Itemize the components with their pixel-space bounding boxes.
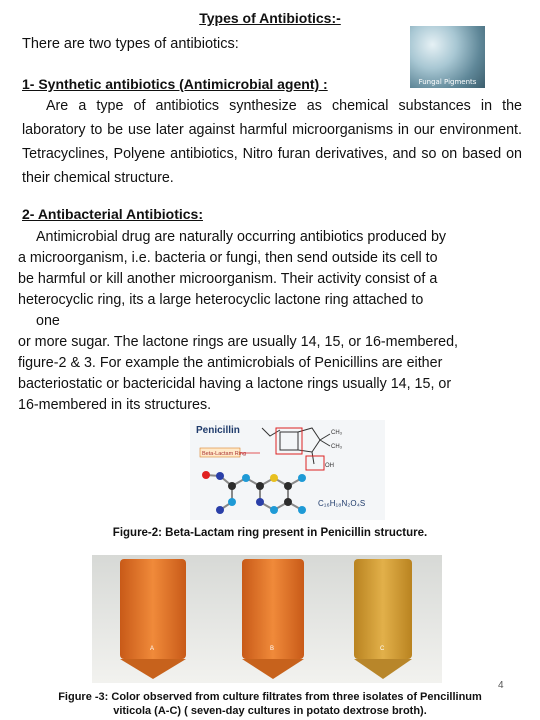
section1-heading: 1- Synthetic antibiotics (Antimicrobial agent) : xyxy=(22,76,328,92)
section2-line: a microorganism, i.e. bacteria or fungi, then send outside its cell to xyxy=(18,250,438,266)
molecular-formula: C₁₆H₁₈N₂O₄S xyxy=(318,499,366,508)
section2-line: heterocyclic ring, its a large heterocyclic lactone ring attached to xyxy=(18,292,424,308)
thumbnail-caption: Fungal Pigments xyxy=(418,78,477,86)
section2-body xyxy=(18,227,523,416)
tube-b xyxy=(242,559,304,679)
section2-heading: 2- Antibacterial Antibiotics: xyxy=(22,206,203,222)
ch3-label-b: CH₃ xyxy=(331,444,343,450)
penicillin-label: Penicillin xyxy=(196,425,240,436)
tube-label-c: C xyxy=(380,646,385,652)
section2-line: figure-2 & 3. For example the antimicrobials of Penicillins are either xyxy=(18,355,443,371)
culture-tubes-photo xyxy=(92,555,442,683)
tube-label-b: B xyxy=(270,646,275,652)
section2-line: 16-membered in its structures. xyxy=(18,397,212,413)
fungal-pigments-thumbnail xyxy=(410,26,485,88)
page-number: 4 xyxy=(498,680,504,691)
ch3-label-a: CH₃ xyxy=(331,430,343,436)
tube-a xyxy=(120,559,186,679)
section1-body: Are a type of antibiotics synthesize as chemical substances in the laboratory to be use later against harmful microorganisms in our environment. Tetracyclines, Polyene antibiotics, Nitro furan derivatives, and so on based on their chemical structure. xyxy=(22,98,522,186)
beta-lactam-ring-label: Beta-Lactam Ring xyxy=(202,451,247,457)
tube-c xyxy=(354,559,412,679)
figure3-caption-line2: viticola (A-C) ( seven-day cultures in potato dextrose broth). xyxy=(113,705,427,717)
tube-label-a: A xyxy=(150,646,155,652)
section2-line: be harmful or kill another microorganism. Their activity consist of a xyxy=(18,271,438,287)
section2-line: Antimicrobial drug are naturally occurring antibiotics produced by xyxy=(36,229,447,245)
section2-line: bacteriostatic or bactericidal having a lactone rings usually 14, 15, or xyxy=(18,376,452,392)
figure3-caption xyxy=(30,690,510,718)
intro-text: There are two types of antibiotics: xyxy=(22,36,239,52)
oh-label: OH xyxy=(325,463,334,469)
figure3-caption-line1: Figure -3: Color observed from culture filtrates from three isolates of Pencillinum xyxy=(58,691,482,703)
penicillin-structure-figure xyxy=(190,420,385,520)
figure2-caption: Figure-2: Beta-Lactam ring present in Penicillin structure. xyxy=(112,527,428,539)
section2-line: one xyxy=(36,313,60,329)
page-title: Types of Antibiotics:- xyxy=(199,10,341,26)
section2-line: or more sugar. The lactone rings are usually 14, 15, or 16-membered, xyxy=(18,334,458,350)
